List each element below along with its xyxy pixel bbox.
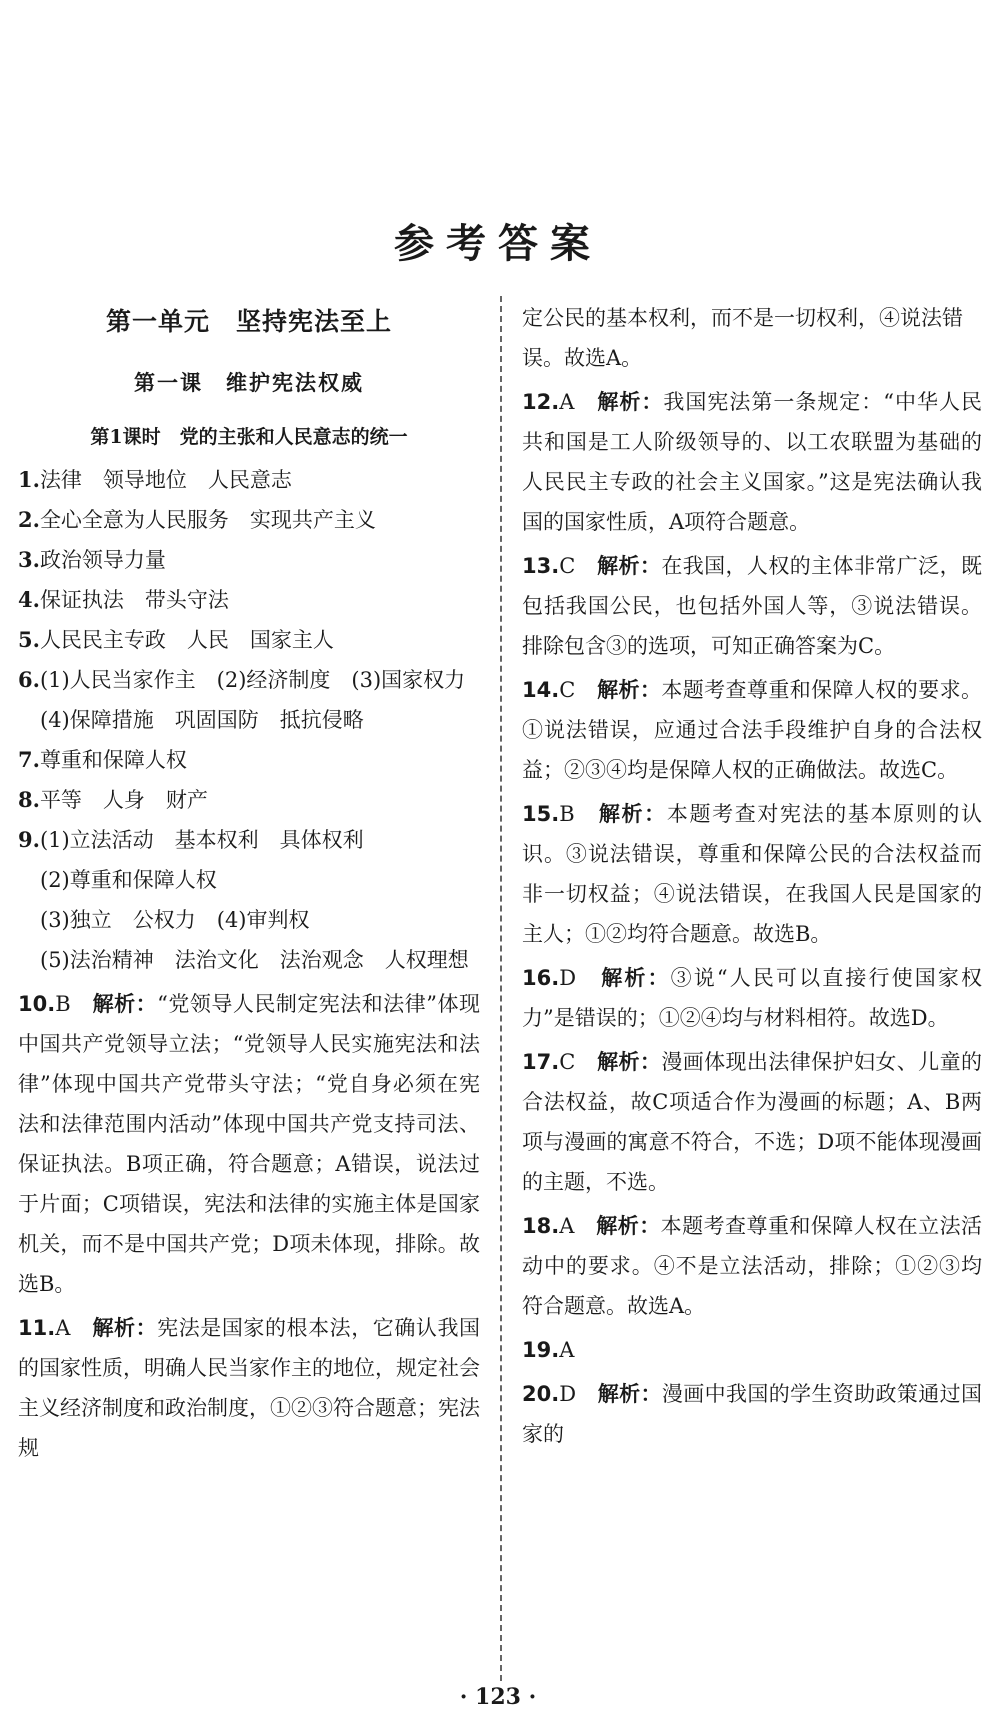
- answer-number: 9.: [18, 827, 40, 852]
- analysis-text: 本题考查尊重和保障人权在立法活动中的要求。④不是立法活动，排除；①②③均符合题意。故选A。: [522, 1214, 983, 1318]
- answer-text: (3)独立 公权力 (4)审判权: [40, 908, 310, 932]
- answer-text: 全心全意为人民服务 实现共产主义: [39, 508, 376, 532]
- answer-letter: B: [559, 802, 575, 826]
- answer-9-cont: [18, 860, 480, 900]
- answer-11-cont: 定公民的基本权利，而不是一切权利，④说法错误。故选A。: [522, 306, 963, 370]
- analysis-text: 本题考查尊重和保障人权的要求。①说法错误，应通过合法手段维护自身的合法权益；②③④均是保障人权的正确做法。故选C。: [522, 678, 982, 782]
- answer-6: [18, 660, 480, 700]
- analysis-text: “党领导人民制定宪法和法律”体现中国共产党领导立法；“党领导人民实施宪法和法律”体现中国共产党带头守法；“党自身必须在宪法和法律范围内活动”体现中国共产党支持司法、保证执法。B项正确，符合题意；A错误，说法过于片面；C项错误，宪法和法律的实施主体是国家机关，而不是中国共产党；D项未体现，排除。故选B。: [18, 992, 481, 1296]
- answer-letter: C: [559, 1050, 576, 1074]
- analysis-label: 解析：: [596, 1214, 661, 1238]
- answer-text: (1)立法活动 基本权利 具体权利: [39, 828, 364, 852]
- answer-5: [18, 620, 480, 660]
- answer-letter: A: [559, 1338, 575, 1362]
- answer-number: 11.: [18, 1316, 56, 1340]
- answer-number: 14.: [522, 678, 560, 702]
- answer-number: 15.: [522, 802, 560, 826]
- answer-12: [522, 382, 982, 542]
- analysis-text: 宪法是国家的根本法，它确认我国的国家性质，明确人民当家作主的地位，规定社会主义经济制度和政治制度，①②③符合题意；宪法规: [18, 1316, 481, 1460]
- answer-3: [18, 540, 480, 580]
- answer-text: (2)尊重和保障人权: [40, 868, 217, 892]
- answer-16: [522, 958, 982, 1038]
- answer-2: [18, 500, 480, 540]
- answer-7: [18, 740, 480, 780]
- analysis-text: 本题考查对宪法的基本原则的认识。③说法错误，尊重和保障公民的合法权益而非一切权益；④说法错误，在我国人民是国家的主人；①②均符合题意。故选B。: [522, 802, 983, 946]
- analysis-text: 在我国，人权的主体非常广泛，既包括我国公民，也包括外国人等，③说法错误。排除包含③的选项，可知正确答案为C。: [522, 554, 982, 658]
- answer-letter: A: [559, 1214, 575, 1238]
- answer-letter: C: [559, 678, 576, 702]
- analysis-label: 解析：: [598, 802, 667, 826]
- answer-number: 13.: [522, 554, 560, 578]
- answer-letter: A: [55, 1316, 71, 1340]
- answer-text: (1)人民当家作主 (2)经济制度 (3)国家权力: [39, 668, 466, 692]
- unit-title: 第一单元 坚持宪法至上: [105, 307, 392, 336]
- answer-letter: C: [559, 554, 576, 578]
- answer-text: 尊重和保障人权: [39, 748, 187, 772]
- analysis-text: 漫画体现出法律保护妇女、儿童的合法权益，故C项适合作为漫画的标题；A、B两项与漫画的寓意不符合，不选；D项不能体现漫画的主题，不选。: [522, 1050, 982, 1194]
- answer-number: 20.: [522, 1382, 560, 1406]
- answer-number: 1.: [18, 467, 40, 492]
- answer-letter: D: [559, 966, 577, 990]
- answer-text: 平等 人身 财产: [39, 788, 208, 812]
- answer-10: [18, 984, 480, 1304]
- analysis-label: 解析：: [92, 1316, 158, 1340]
- left-column: [18, 298, 480, 1468]
- answer-text: 人民民主专政 人民 国家主人: [39, 628, 334, 652]
- answer-number: 17.: [522, 1050, 560, 1074]
- answer-number: 8.: [18, 787, 40, 812]
- answer-19: [522, 1330, 982, 1370]
- answer-9: [18, 820, 480, 860]
- answer-letter: A: [559, 390, 575, 414]
- analysis-text: 漫画中我国的学生资助政策通过国家的: [522, 1382, 983, 1446]
- lesson-title: 第一课 维护宪法权威: [134, 370, 364, 395]
- answer-11: [18, 1308, 480, 1468]
- answer-15: [522, 794, 982, 954]
- analysis-label: 解析：: [597, 678, 662, 702]
- answer-text: 保证执法 带头守法: [39, 588, 229, 612]
- analysis-text: ③说“人民可以直接行使国家权力”是错误的；①②④均与材料相符。故选D。: [522, 966, 982, 1030]
- analysis-label: 解析：: [597, 554, 662, 578]
- answer-number: 10.: [18, 992, 56, 1016]
- answer-number: 3.: [18, 547, 40, 572]
- column-divider: [500, 296, 502, 1681]
- answer-8: [18, 780, 480, 820]
- answer-text: (5)法治精神 法治文化 法治观念 人权理想: [40, 948, 469, 972]
- answer-number: 6.: [18, 667, 40, 692]
- answer-text: 法律 领导地位 人民意志: [39, 468, 292, 492]
- period-title: 第1课时 党的主张和人民意志的统一: [90, 426, 408, 448]
- answer-17: [522, 1042, 982, 1202]
- answer-number: 16.: [522, 966, 560, 990]
- answer-text: (4)保障措施 巩固国防 抵抗侵略: [40, 708, 364, 732]
- page-title: 参考答案: [394, 220, 602, 267]
- answer-number: 19.: [522, 1338, 560, 1362]
- answer-18: [522, 1206, 982, 1326]
- right-column: [522, 298, 982, 1454]
- answer-number: 5.: [18, 627, 40, 652]
- answer-1: [18, 460, 480, 500]
- answer-9-cont: [18, 940, 480, 980]
- answer-number: 7.: [18, 747, 40, 772]
- answer-letter: D: [559, 1382, 577, 1406]
- analysis-label: 解析：: [601, 966, 671, 990]
- answer-number: 2.: [18, 507, 40, 532]
- answer-number: 4.: [18, 587, 40, 612]
- answer-13: [522, 546, 982, 666]
- page-number: · 123 ·: [459, 1684, 537, 1710]
- answer-text: 政治领导力量: [39, 548, 166, 572]
- answer-9-cont: [18, 900, 480, 940]
- answer-number: 18.: [522, 1214, 560, 1238]
- answer-4: [18, 580, 480, 620]
- analysis-label: 解析：: [597, 1382, 662, 1406]
- answer-14: [522, 670, 982, 790]
- answer-letter: B: [55, 992, 71, 1016]
- answer-number: 12.: [522, 390, 560, 414]
- answer-20: [522, 1374, 982, 1454]
- answer-6-cont: [18, 700, 480, 740]
- analysis-label: 解析：: [597, 390, 664, 414]
- analysis-label: 解析：: [597, 1050, 662, 1074]
- analysis-label: 解析：: [92, 992, 158, 1016]
- analysis-text: 我国宪法第一条规定：“中华人民共和国是工人阶级领导的、以工农联盟为基础的人民民主专政的社会主义国家。”这是宪法确认我国的国家性质，A项符合题意。: [522, 390, 983, 534]
